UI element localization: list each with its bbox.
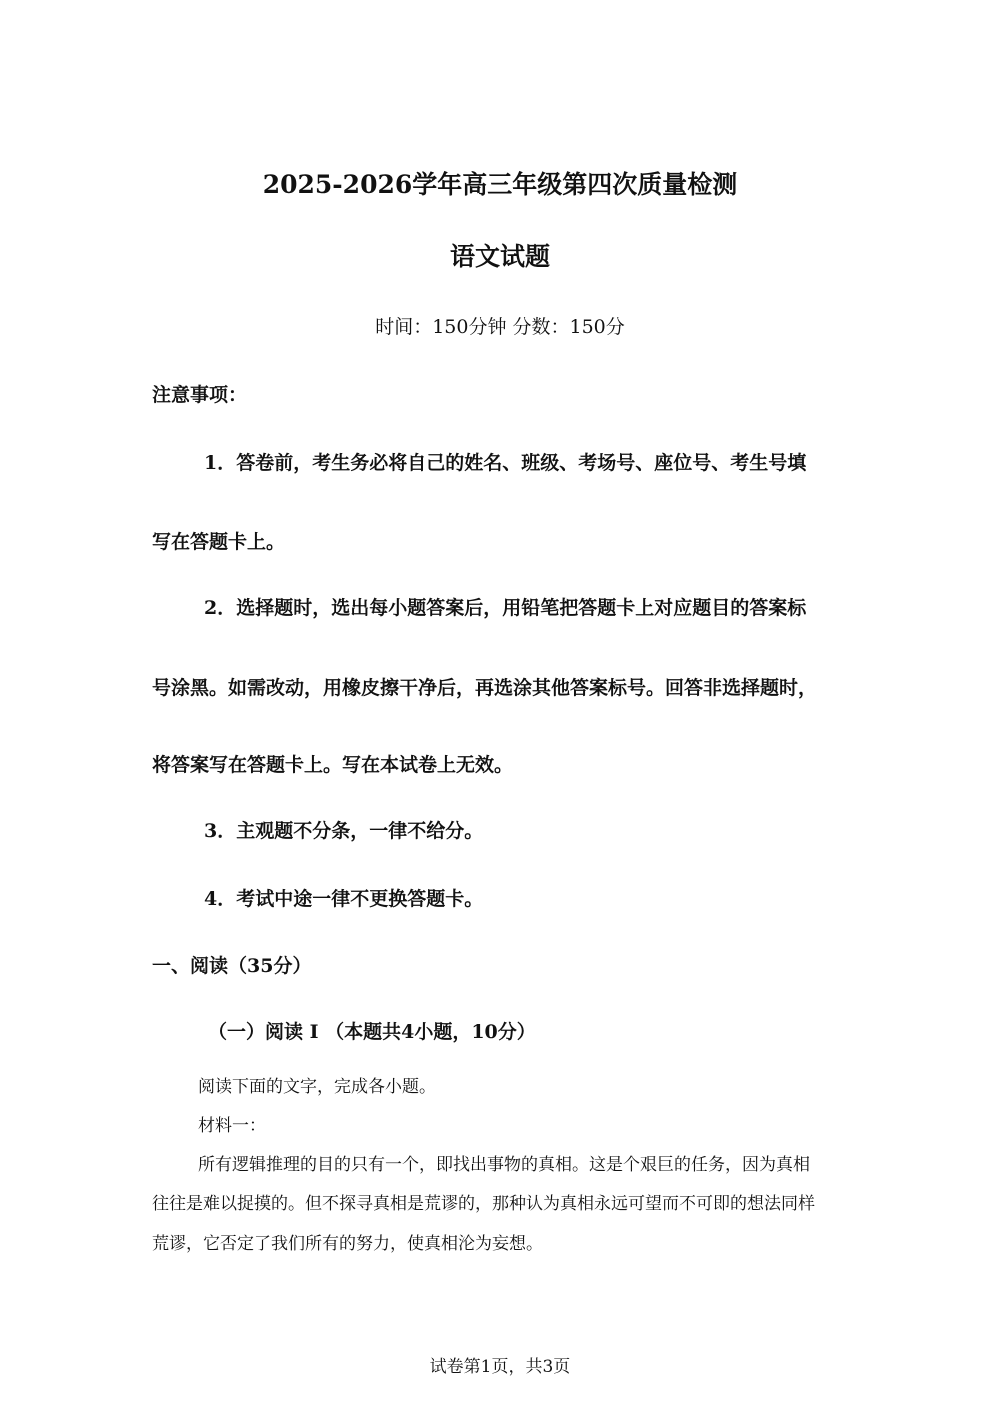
reading-instruction: 阅读下面的文字，完成各小题。 — [198, 1077, 436, 1097]
exam-subtitle: 语文试题 — [449, 242, 550, 271]
notice-item-4: 4．考试中途一律不更换答题卡。 — [204, 888, 484, 910]
page-footer: 试卷第1页，共3页 — [429, 1357, 571, 1377]
section-heading: 一、阅读（35分） — [152, 955, 312, 977]
notice-item-2-line-1: 2．选择题时，选出每小题答案后，用铅笔把答题卡上对应题目的答案标 — [204, 597, 807, 619]
notice-item-3: 3．主观题不分条，一律不给分。 — [204, 820, 484, 842]
notice-heading: 注意事项： — [152, 384, 248, 406]
exam-meta: 时间：150分钟 分数：150分 — [375, 316, 625, 338]
material-paragraph-line-1: 所有逻辑推理的目的只有一个，即找出事物的真相。这是个艰巨的任务，因为真相 — [198, 1155, 810, 1175]
material-paragraph-line-3: 荒谬，它否定了我们所有的努力，使真相沦为妄想。 — [152, 1234, 543, 1254]
notice-item-2-line-3: 将答案写在答题卡上。写在本试卷上无效。 — [152, 754, 514, 776]
notice-item-2-line-2: 号涂黑。如需改动，用橡皮擦干净后，再选涂其他答案标号。回答非选择题时， — [152, 677, 818, 699]
material-label: 材料一： — [198, 1116, 266, 1136]
notice-item-1-line-1: 1．答卷前，考生务必将自己的姓名、班级、考场号、座位号、考生号填 — [204, 452, 807, 474]
section-sub-heading: （一）阅读 I （本题共4小题，10分） — [208, 1021, 536, 1043]
material-paragraph-line-2: 往往是难以捉摸的。但不探寻真相是荒谬的，那种认为真相永远可望而不可即的想法同样 — [152, 1194, 815, 1214]
exam-title: 2025-2026学年高三年级第四次质量检测 — [262, 170, 738, 199]
notice-item-1-line-2: 写在答题卡上。 — [152, 531, 286, 553]
